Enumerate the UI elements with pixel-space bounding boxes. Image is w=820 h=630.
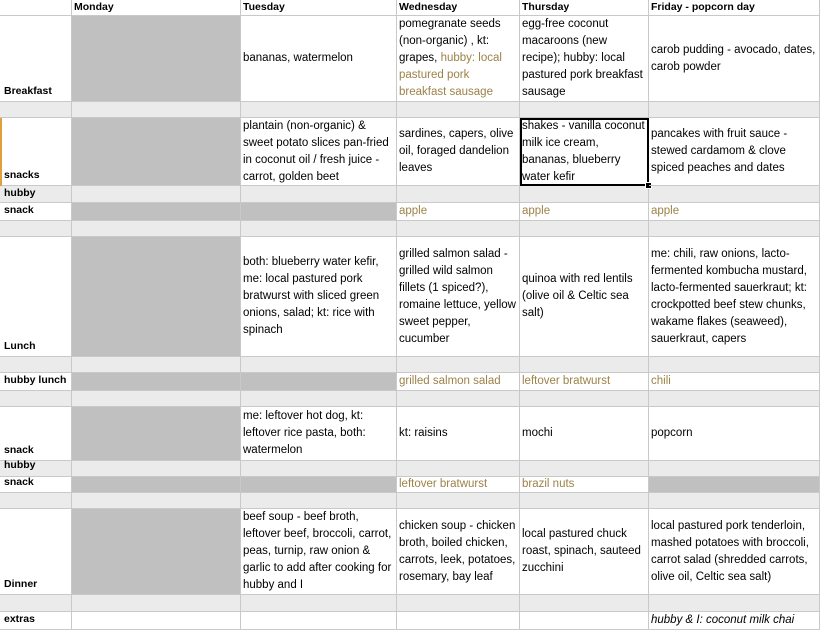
meal-cell-text: bananas, watermelon [243, 52, 353, 64]
active-row-indicator [0, 118, 2, 186]
spacer-cell[interactable] [520, 391, 649, 407]
spacer-cell[interactable] [649, 595, 820, 612]
empty-gray-cell[interactable] [72, 373, 241, 391]
spacer-cell[interactable] [397, 186, 520, 203]
spacer-cell[interactable] [72, 186, 241, 203]
row-label-text: Breakfast [4, 85, 52, 97]
row-label-text: hubby snack [4, 459, 36, 488]
spacer-cell[interactable] [520, 595, 649, 612]
meal-cell[interactable] [241, 407, 397, 461]
meal-cell[interactable] [520, 118, 649, 186]
spacer-cell[interactable] [0, 493, 72, 509]
spacer-cell[interactable] [72, 221, 241, 237]
row-label-text: Dinner [4, 578, 38, 590]
meal-cell-text: chili [651, 375, 671, 387]
meal-cell-text: quinoa with red lentils (olive oil & Celtic sea salt) [522, 273, 633, 319]
spacer-cell[interactable] [397, 357, 520, 373]
meal-cell[interactable] [520, 407, 649, 461]
meal-cell[interactable] [397, 509, 520, 595]
meal-cell-text: leftover bratwurst [399, 478, 488, 490]
meal-cell-text: brazil nuts [522, 478, 575, 490]
row-label-hubby-lunch[interactable] [0, 373, 72, 391]
meal-cell[interactable] [649, 509, 820, 595]
row-label-text: Lunch [4, 340, 36, 352]
meal-cell-text: carob pudding - avocado, dates, carob powder [651, 43, 816, 73]
meal-cell[interactable] [241, 509, 397, 595]
meal-cell[interactable] [520, 477, 649, 493]
row-label-lunch[interactable] [0, 237, 72, 357]
meal-cell-text: pancakes with fruit sauce - stewed cardamom & clove spiced peaches and dates [651, 128, 788, 174]
spacer-cell[interactable] [397, 102, 520, 118]
day-header-2[interactable]: Tuesday [241, 0, 397, 16]
spacer-cell[interactable] [649, 493, 820, 509]
empty-gray-cell[interactable] [72, 477, 241, 493]
spacer-cell[interactable] [520, 186, 649, 203]
spacer-cell[interactable] [649, 221, 820, 237]
meal-cell[interactable] [397, 477, 520, 493]
meal-cell[interactable] [397, 16, 520, 102]
row-label-hubby-snack[interactable] [0, 459, 72, 493]
spacer-cell[interactable] [397, 595, 520, 612]
spacer-cell[interactable] [241, 102, 397, 118]
meal-cell[interactable] [520, 612, 649, 630]
row-label-text: snacks [4, 169, 40, 181]
spacer-cell[interactable] [72, 391, 241, 407]
meal-cell-text: chicken soup - chicken broth, boiled chicken, carrots, leek, potatoes, rosemary, bay leaf [399, 519, 516, 583]
spacer-cell[interactable] [649, 357, 820, 373]
empty-gray-cell[interactable] [72, 203, 241, 221]
meal-cell-text: me: chili, raw onions, lacto-fermented kombucha mustard, lacto-fermented sauerkraut; kt: crockpotted beef stew chunks, wakame flakes (seaweed), sauerkraut, capers [651, 247, 807, 345]
spacer-cell[interactable] [241, 391, 397, 407]
spacer-cell[interactable] [241, 357, 397, 373]
row-label-snack[interactable] [0, 407, 72, 461]
spacer-cell[interactable] [649, 391, 820, 407]
empty-gray-cell[interactable] [241, 203, 397, 221]
empty-gray-cell[interactable] [72, 509, 241, 595]
spacer-cell[interactable] [397, 461, 520, 477]
spacer-cell[interactable] [520, 461, 649, 477]
spacer-cell[interactable] [241, 461, 397, 477]
spacer-cell[interactable] [72, 357, 241, 373]
meal-cell[interactable] [241, 237, 397, 357]
meal-cell-text: both: blueberry water kefir, me: local pastured pork bratwurst with sliced green onions, salad; kt: rice with spinach [243, 256, 380, 336]
spacer-cell[interactable] [520, 221, 649, 237]
spacer-cell[interactable] [649, 102, 820, 118]
empty-gray-cell[interactable] [72, 16, 241, 102]
spacer-cell[interactable] [397, 221, 520, 237]
spacer-cell[interactable] [241, 221, 397, 237]
spacer-cell[interactable] [520, 357, 649, 373]
day-header-5[interactable]: Friday - popcorn day [649, 0, 820, 16]
spacer-cell[interactable] [72, 595, 241, 612]
meal-cell[interactable] [520, 203, 649, 221]
spacer-cell[interactable] [241, 595, 397, 612]
meal-cell-text: apple [522, 205, 551, 217]
empty-gray-cell[interactable] [72, 118, 241, 186]
meal-cell[interactable] [520, 237, 649, 357]
meal-cell-text: apple [399, 205, 428, 217]
meal-cell-text: egg-free coconut macaroons (new recipe); hubby: local pastured pork breakfast sausage [522, 18, 643, 98]
spacer-cell[interactable] [72, 493, 241, 509]
meal-cell[interactable] [397, 237, 520, 357]
meal-cell[interactable] [649, 373, 820, 391]
meal-cell-text: apple [651, 205, 680, 217]
meal-cell-text: pomegranate seeds (non-organic) , kt: grapes, hubby: local pastured pork breakfast sausage [399, 18, 502, 98]
spacer-cell[interactable] [72, 461, 241, 477]
header-corner-cell[interactable] [0, 0, 72, 16]
meal-cell-text: beef soup - beef broth, leftover beef, broccoli, carrot, peas, turnip, raw onion & garlic to add after cooking for hubby and I [243, 511, 392, 591]
meal-cell[interactable] [241, 612, 397, 630]
row-label-text: hubby snack [4, 187, 36, 216]
spacer-cell[interactable] [649, 461, 820, 477]
spacer-cell[interactable] [520, 493, 649, 509]
empty-gray-cell[interactable] [241, 373, 397, 391]
empty-gray-cell[interactable] [72, 407, 241, 461]
meal-cell[interactable] [397, 373, 520, 391]
meal-cell-text: kt: raisins [399, 427, 448, 439]
meal-cell-text: grilled salmon salad - grilled wild salmon fillets (1 spiced?), romaine lettuce, yellow sweet pepper, cucumber [399, 247, 516, 345]
meal-cell[interactable] [649, 118, 820, 186]
meal-cell-text: local pastured pork tenderloin, mashed potatoes with broccoli, carrot salad (shredded carrots, olive oil, Celtic sea salt) [651, 519, 809, 583]
meal-cell-text: shakes - vanilla coconut milk ice cream, bananas, blueberry water kefir [522, 119, 645, 183]
meal-cell[interactable] [397, 612, 520, 630]
spacer-cell[interactable] [0, 595, 72, 612]
day-header-4[interactable]: Thursday [520, 0, 649, 16]
day-header-1[interactable]: Monday [72, 0, 241, 16]
day-header-3[interactable]: Wednesday [397, 0, 520, 16]
meal-cell[interactable] [397, 407, 520, 461]
spacer-cell[interactable] [649, 186, 820, 203]
row-label-breakfast[interactable] [0, 16, 72, 102]
meal-cell[interactable] [397, 203, 520, 221]
spacer-cell[interactable] [397, 493, 520, 509]
row-label-hubby-snack[interactable] [0, 187, 72, 221]
meal-cell-text: popcorn [651, 427, 693, 439]
spacer-cell[interactable] [72, 102, 241, 118]
meal-cell[interactable] [649, 407, 820, 461]
meal-cell[interactable] [520, 373, 649, 391]
meal-cell-text: me: leftover hot dog, kt: leftover rice pasta, both: watermelon [243, 410, 366, 456]
meal-cell-text: local pastured chuck roast, spinach, sauteed zucchini [522, 528, 641, 574]
meal-cell-text: mochi [522, 427, 553, 439]
empty-gray-cell[interactable] [649, 477, 820, 493]
spacer-cell[interactable] [520, 102, 649, 118]
spacer-cell[interactable] [0, 221, 72, 237]
meal-cell-text: hubby & I: coconut milk chai [651, 614, 795, 626]
spacer-cell[interactable] [0, 102, 72, 118]
meal-cell[interactable] [649, 203, 820, 221]
meal-cell[interactable] [241, 118, 397, 186]
row-label-dinner[interactable] [0, 509, 72, 595]
empty-gray-cell[interactable] [72, 237, 241, 357]
meal-cell-text: grilled salmon salad [399, 375, 501, 387]
empty-gray-cell[interactable] [241, 477, 397, 493]
row-label-text: hubby lunch [4, 374, 67, 386]
row-label-snacks[interactable] [0, 118, 72, 186]
spacer-cell[interactable] [397, 391, 520, 407]
spacer-cell[interactable] [241, 186, 397, 203]
meal-cell[interactable] [520, 16, 649, 102]
meal-cell-text: leftover bratwurst [522, 375, 611, 387]
row-label-extras[interactable] [0, 612, 72, 630]
meal-cell[interactable] [397, 118, 520, 186]
meal-cell[interactable] [649, 16, 820, 102]
meal-cell[interactable] [649, 612, 820, 630]
meal-cell-text: plantain (non-organic) & sweet potato slices pan-fried in coconut oil / fresh juice - carrot, golden beet [243, 119, 389, 183]
meal-cell[interactable] [520, 509, 649, 595]
row-label-text: snack [4, 444, 34, 456]
spacer-cell[interactable] [0, 391, 72, 407]
meal-cell[interactable] [241, 16, 397, 102]
row-label-text: extras [4, 613, 35, 625]
meal-cell[interactable] [649, 237, 820, 357]
meal-cell[interactable] [72, 612, 241, 630]
meal-cell-text: sardines, capers, olive oil, foraged dandelion leaves [399, 128, 514, 174]
spacer-cell[interactable] [241, 493, 397, 509]
spacer-cell[interactable] [0, 357, 72, 373]
